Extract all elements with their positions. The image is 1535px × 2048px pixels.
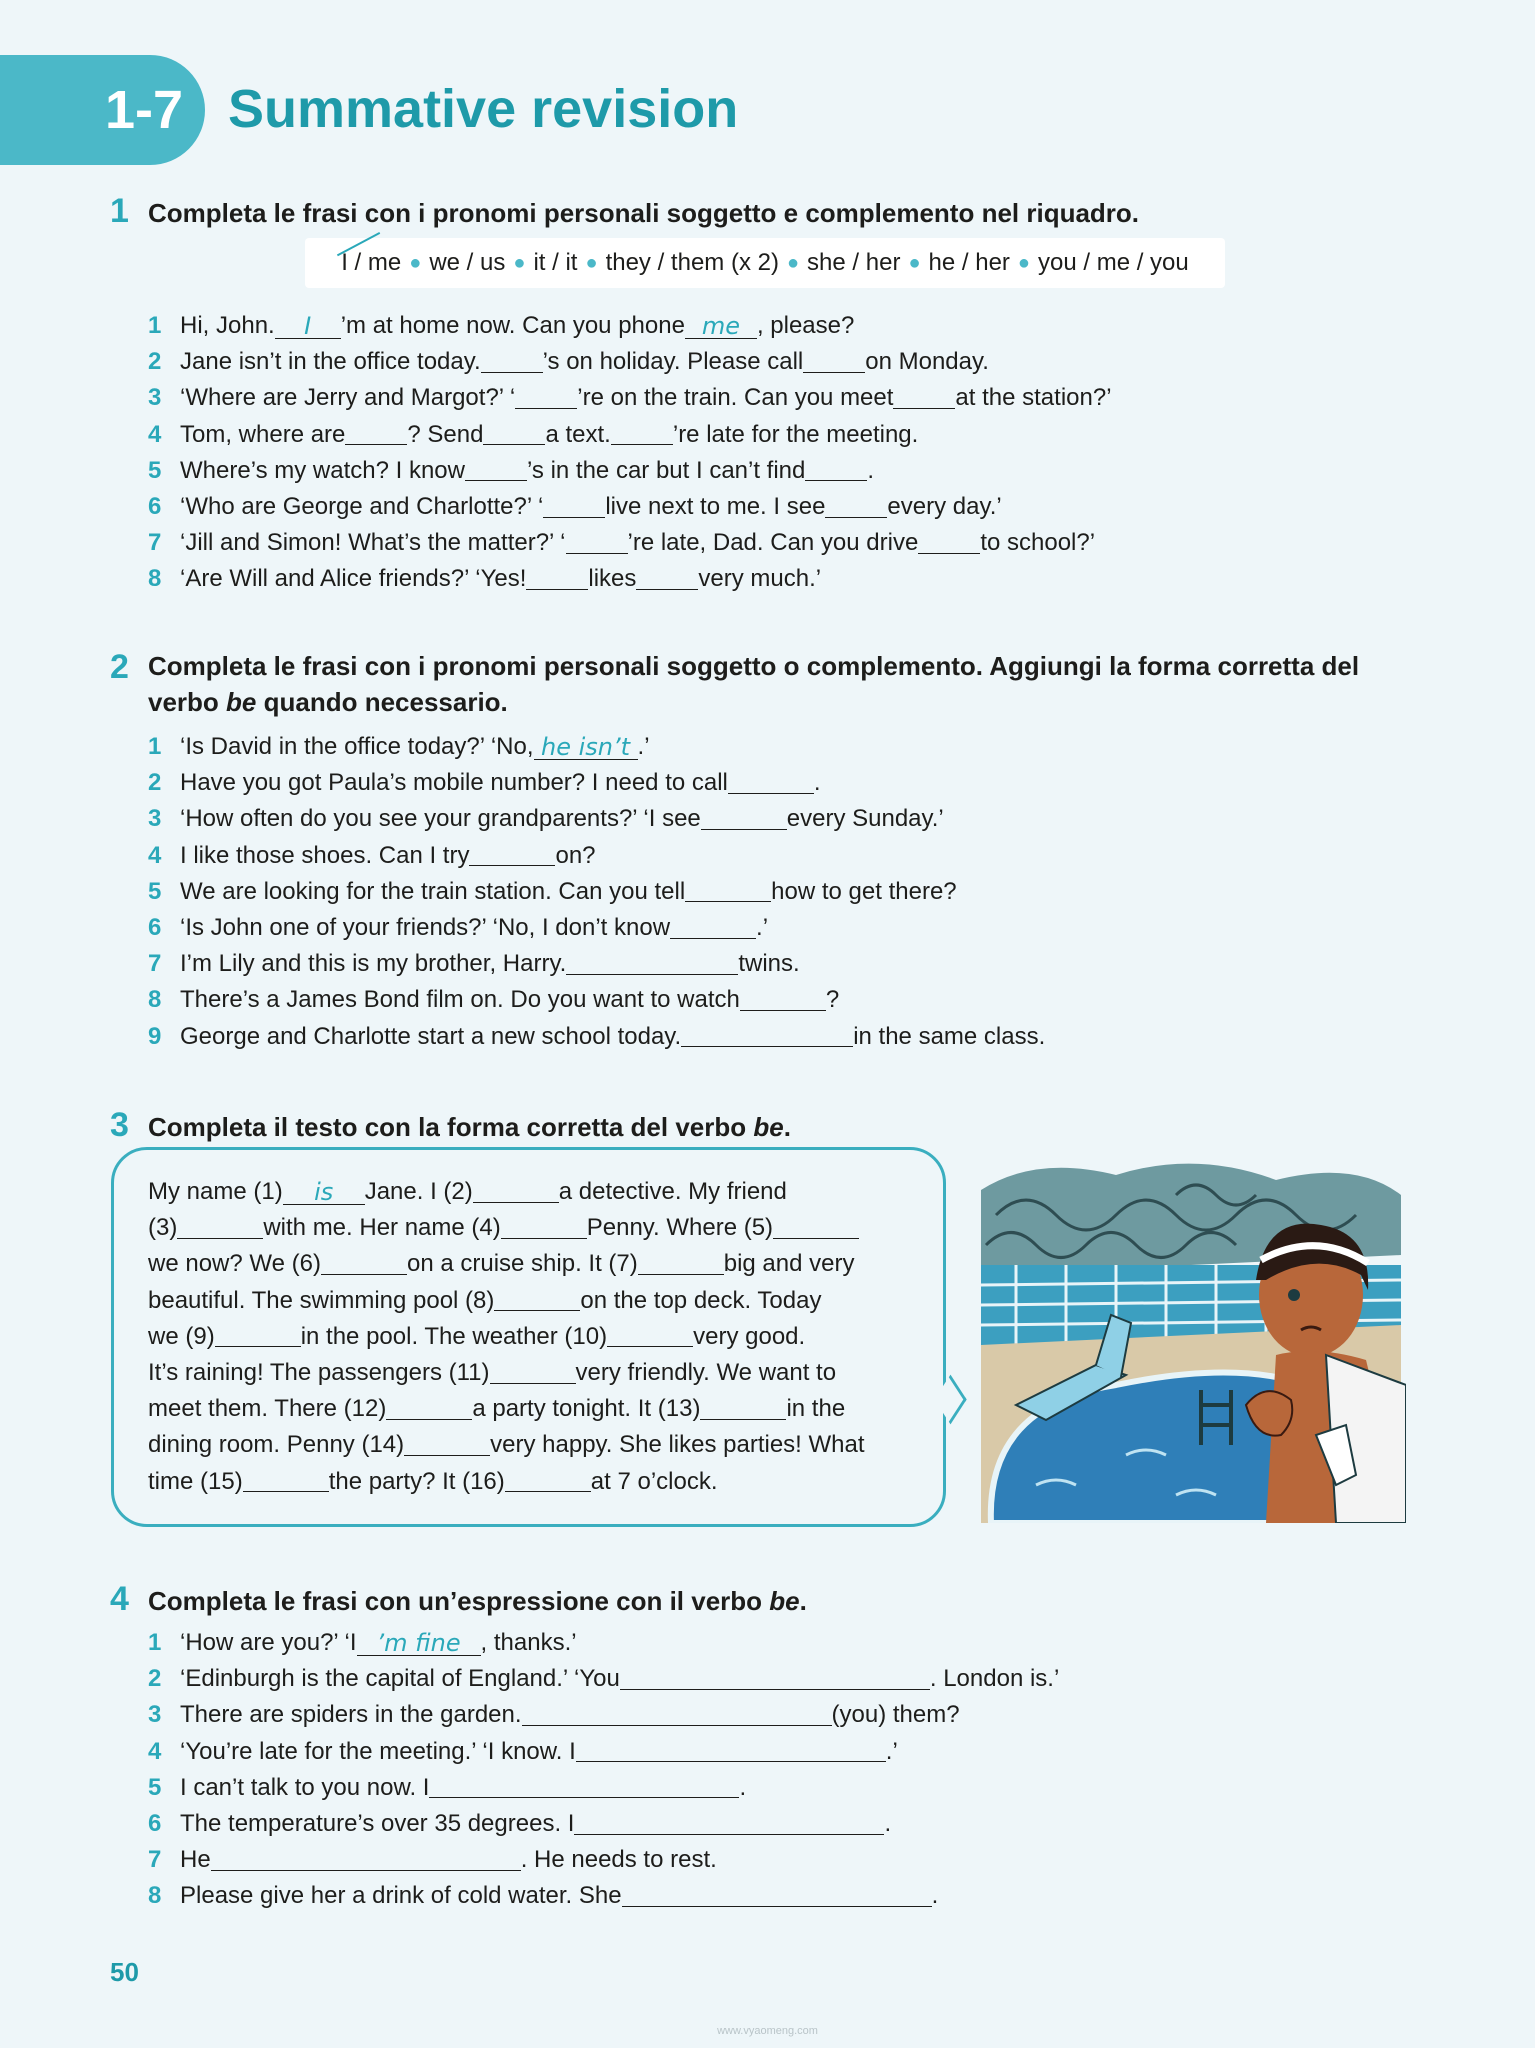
answer-blank[interactable]	[211, 1850, 521, 1871]
text-segment: live next to me. I see	[605, 493, 826, 521]
exercise-instruction	[148, 1583, 807, 1619]
story-line	[148, 1283, 928, 1319]
text-segment: . London is.’	[929, 1665, 1060, 1693]
list-item	[148, 1878, 1059, 1914]
text-segment: in the	[786, 1395, 846, 1423]
text-segment: how to get there?	[771, 877, 957, 905]
text-segment: beautiful. The swimming pool (8)	[148, 1286, 495, 1314]
list-item	[148, 1625, 1059, 1661]
text-segment: ’re on the train. Can you meet	[577, 384, 894, 412]
exercise-instruction	[148, 1109, 791, 1145]
exercise-3-heading	[110, 1106, 791, 1145]
answer-blank[interactable]	[481, 352, 543, 373]
item-number: 5	[148, 456, 162, 484]
answer-blank[interactable]	[321, 1254, 407, 1275]
text-segment: meet them. There (12)	[148, 1395, 387, 1423]
story-line	[148, 1464, 928, 1500]
text-segment: the party? It (16)	[328, 1467, 505, 1495]
list-item	[148, 765, 1045, 801]
exercise-number: 1	[110, 192, 129, 230]
answer-blank[interactable]	[404, 1435, 490, 1456]
instruction-italic: be	[753, 1112, 784, 1142]
exercise-instruction	[148, 648, 1359, 720]
text-segment: Where’s my watch? I know	[180, 456, 465, 484]
answer-blank[interactable]	[636, 569, 698, 590]
answer-blank[interactable]	[638, 1254, 724, 1275]
list-item	[148, 1806, 1059, 1842]
text-segment: .	[739, 1773, 747, 1801]
story-line	[148, 1319, 928, 1355]
text-segment: at the station?’	[955, 384, 1112, 412]
text-segment: likes	[588, 565, 637, 593]
list-item	[148, 1661, 1059, 1697]
text-segment: a text.	[545, 420, 611, 448]
instruction-part: .	[799, 1586, 807, 1616]
item-number: 3	[148, 805, 162, 833]
text-segment: with me. Her name (4)	[263, 1214, 501, 1242]
answer-blank[interactable]	[386, 1399, 472, 1420]
text-segment: we (9)	[148, 1322, 215, 1350]
text-segment: dining room. Penny (14)	[148, 1431, 405, 1459]
answer-blank[interactable]	[576, 1741, 886, 1762]
answer-blank[interactable]	[566, 533, 628, 554]
instruction-part: Completa le frasi con un’espressione con il verbo	[148, 1586, 770, 1616]
answer-blank[interactable]	[701, 809, 787, 830]
story-line	[148, 1391, 928, 1427]
text-segment: at 7 o’clock.	[590, 1467, 718, 1495]
text-segment: The temperature’s over 35 degrees. I	[180, 1810, 575, 1838]
example-answer: ’m fine	[357, 1631, 481, 1656]
strikethrough-mark	[337, 232, 393, 281]
answer-blank[interactable]	[177, 1218, 263, 1239]
text-segment: a party tonight. It (13)	[472, 1395, 701, 1423]
item-number: 3	[148, 1701, 162, 1729]
unit-tab	[0, 55, 205, 165]
exercise-1-heading	[110, 192, 1139, 231]
text-segment: (you) them?	[831, 1701, 960, 1729]
list-item	[148, 417, 1112, 453]
item-number: 8	[148, 1882, 162, 1910]
story-line	[148, 1174, 928, 1210]
item-number: 5	[148, 1773, 162, 1801]
bullet-dot: ●	[908, 251, 921, 274]
item-number: 4	[148, 841, 162, 869]
item-number: 5	[148, 877, 162, 905]
list-item	[148, 489, 1112, 525]
text-segment: Penny. Where (5)	[586, 1214, 774, 1242]
text-segment: I can’t talk to you now. I	[180, 1773, 430, 1801]
example-answer: is	[283, 1180, 365, 1205]
answer-blank[interactable]	[652, 954, 738, 975]
text-segment: , thanks.’	[480, 1629, 577, 1657]
text-segment: .’	[637, 733, 650, 761]
answer-blank[interactable]	[243, 1471, 329, 1492]
answer-blank[interactable]	[465, 460, 527, 481]
list-item	[148, 344, 1112, 380]
bullet-dot: ●	[1017, 251, 1031, 274]
list-item	[148, 1770, 1059, 1806]
answer-blank[interactable]	[469, 845, 555, 866]
text-segment: Tom, where are	[180, 420, 346, 448]
text-segment: ’re late, Dad. Can you drive	[627, 529, 919, 557]
answer-blank[interactable]	[429, 1777, 739, 1798]
item-number: 2	[148, 1665, 162, 1693]
item-number: 6	[148, 1810, 162, 1838]
text-segment: a detective. My friend	[558, 1178, 787, 1205]
list-item	[148, 801, 1045, 837]
item-number: 7	[148, 1846, 162, 1874]
instruction-italic: be	[226, 687, 257, 717]
answer-blank[interactable]	[700, 1399, 786, 1420]
text-segment: to school?’	[980, 529, 1096, 557]
list-item	[148, 729, 1045, 765]
list-item	[148, 982, 1045, 1018]
answer-blank[interactable]	[767, 1026, 853, 1047]
list-item	[148, 525, 1112, 561]
text-segment: very much.’	[698, 565, 822, 593]
text-segment: Jane isn’t in the office today.	[180, 348, 481, 376]
item-number: 7	[148, 950, 162, 978]
item-number: 1	[148, 312, 162, 340]
item-number: 8	[148, 986, 162, 1014]
text-segment: He	[180, 1846, 211, 1874]
answer-blank[interactable]	[574, 1814, 884, 1835]
instruction-line: Completa le frasi con i pronomi personali soggetto o complemento. Aggiungi la forma corretta del	[148, 651, 1360, 681]
text-segment: There’s a James Bond film on. Do you want to watch	[180, 986, 740, 1014]
text-segment: .	[813, 769, 821, 797]
answer-blank[interactable]	[611, 424, 673, 445]
text-segment: in the pool. The weather (10)	[300, 1322, 608, 1350]
answer-blank[interactable]	[607, 1326, 693, 1347]
text-segment: ’s in the car but I can’t find	[527, 456, 806, 484]
bullet-dot: ●	[513, 251, 526, 274]
story-line	[148, 1355, 928, 1391]
text-segment: on a cruise ship. It (7)	[406, 1250, 638, 1278]
answer-blank[interactable]	[728, 773, 814, 794]
list-item	[148, 380, 1112, 416]
item-number: 7	[148, 529, 162, 557]
text-segment: Hi, John.	[180, 312, 275, 340]
item-number: 3	[148, 384, 162, 412]
exercise-4-heading	[110, 1580, 807, 1619]
text-segment: .	[931, 1882, 939, 1910]
word-box-item: we / us	[429, 249, 506, 276]
word-box-item: he / her	[928, 249, 1010, 276]
text-segment: ‘Are Will and Alice friends?’ ‘Yes!	[180, 565, 527, 593]
text-segment: . He needs to rest.	[520, 1846, 717, 1874]
text-segment: , please?	[756, 312, 855, 340]
instruction-part: verbo	[148, 687, 227, 717]
text-segment: .	[884, 1810, 892, 1838]
answer-blank[interactable]	[501, 1218, 587, 1239]
list-item	[148, 453, 1112, 489]
text-segment: every Sunday.’	[786, 805, 944, 833]
text-segment: Have you got Paula’s mobile number? I need to call	[180, 769, 728, 797]
list-item	[148, 1842, 1059, 1878]
answer-blank[interactable]	[740, 990, 826, 1011]
answer-blank[interactable]	[620, 1669, 930, 1690]
list-item	[148, 874, 1045, 910]
text-segment: ‘You’re late for the meeting.’ ‘I know. I	[180, 1737, 576, 1765]
answer-blank[interactable]	[515, 388, 577, 409]
text-segment: on?	[555, 841, 596, 869]
instruction-part: quando necessario.	[256, 687, 508, 717]
answer-blank[interactable]	[681, 1026, 767, 1047]
example-answer: me	[685, 314, 757, 339]
bullet-dot: ●	[585, 251, 598, 274]
text-segment: every day.’	[887, 493, 1002, 521]
item-number: 6	[148, 493, 162, 521]
exercise-number: 2	[110, 648, 129, 686]
text-segment: Jane. I (2)	[364, 1178, 473, 1205]
instruction-part: Completa il testo con la forma corretta del verbo	[148, 1112, 754, 1142]
list-item	[148, 1697, 1059, 1733]
text-segment: ‘Is John one of your friends?’ ‘No, I don’t know	[180, 914, 671, 942]
text-segment: twins.	[738, 950, 800, 978]
unit-label: 1-7	[104, 80, 183, 140]
text-segment: (3)	[148, 1214, 178, 1242]
text-segment: ‘Is David in the office today?’ ‘No,	[180, 733, 534, 761]
text-segment: There are spiders in the garden.	[180, 1701, 522, 1729]
answer-blank[interactable]	[566, 954, 652, 975]
text-segment: Please give her a drink of cold water. She	[180, 1882, 622, 1910]
bullet-dot: ●	[786, 251, 800, 274]
text-segment: big and very	[723, 1250, 855, 1278]
exercise-instruction: Completa le frasi con i pronomi personali soggetto e complemento nel riquadro.	[148, 198, 1140, 228]
list-item	[148, 946, 1045, 982]
story-line	[148, 1427, 928, 1463]
list-item	[148, 561, 1112, 597]
story-line	[148, 1210, 928, 1246]
text-segment: very good.	[693, 1322, 806, 1350]
text-segment: in the same class.	[853, 1022, 1046, 1050]
text-segment: ‘Where are Jerry and Margot?’ ‘	[180, 384, 516, 412]
exercise-number: 3	[110, 1106, 129, 1144]
word-box-item: it / it	[533, 249, 578, 276]
text-segment: George and Charlotte start a new school today.	[180, 1022, 682, 1050]
text-segment: ‘Jill and Simon! What’s the matter?’ ‘	[180, 529, 566, 557]
detective-pool-illustration	[976, 1155, 1406, 1523]
text-segment: very friendly. We want to	[575, 1358, 837, 1386]
answer-blank[interactable]	[803, 352, 865, 373]
list-item	[148, 1019, 1045, 1055]
text-segment: ?	[825, 986, 840, 1014]
text-segment: I like those shoes. Can I try	[180, 841, 470, 869]
item-number: 4	[148, 420, 162, 448]
answer-blank[interactable]	[543, 497, 605, 518]
bullet-dot: ●	[409, 251, 422, 274]
item-number: 9	[148, 1022, 162, 1050]
answer-blank[interactable]	[918, 533, 980, 554]
answer-blank[interactable]	[494, 1290, 580, 1311]
text-segment: ‘How often do you see your grandparents?’ ‘I see	[180, 805, 701, 833]
exercise-1-list	[148, 308, 1112, 598]
text-segment: .	[867, 456, 875, 484]
answer-blank[interactable]	[526, 569, 588, 590]
word-box	[305, 238, 1225, 288]
answer-blank[interactable]	[505, 1471, 591, 1492]
exercise-2-heading	[110, 648, 1359, 720]
answer-blank[interactable]	[685, 881, 771, 902]
page-title: Summative revision	[228, 79, 739, 139]
text-segment: ? Send	[407, 420, 484, 448]
list-item	[148, 308, 1112, 344]
text-segment: .’	[885, 1737, 898, 1765]
answer-blank[interactable]	[893, 388, 955, 409]
item-number: 4	[148, 1737, 162, 1765]
word-box-item: she / her	[807, 249, 901, 276]
list-item	[148, 910, 1045, 946]
text-segment: on Monday.	[865, 348, 989, 376]
item-number: 8	[148, 565, 162, 593]
word-box-item: they / them (x 2)	[605, 249, 779, 276]
item-number: 6	[148, 914, 162, 942]
text-segment: very happy. She likes parties! What	[490, 1431, 865, 1459]
item-number: 1	[148, 733, 162, 761]
list-item	[148, 838, 1045, 874]
answer-blank[interactable]	[670, 918, 756, 939]
text-segment: we now? We (6)	[148, 1250, 321, 1278]
text-segment: My name (1)	[148, 1178, 283, 1205]
answer-blank[interactable]	[522, 1705, 832, 1726]
text-segment: It’s raining! The passengers (11)	[148, 1358, 490, 1386]
word-box-item: you / me / you	[1038, 249, 1189, 276]
answer-blank[interactable]	[483, 424, 545, 445]
exercise-number: 4	[110, 1580, 129, 1618]
text-segment: ‘Who are George and Charlotte?’ ‘	[180, 493, 544, 521]
list-item	[148, 1734, 1059, 1770]
exercise-4-list	[148, 1625, 1059, 1915]
text-segment: We are looking for the train station. Can you tell	[180, 877, 686, 905]
answer-blank[interactable]	[215, 1326, 301, 1347]
answer-blank[interactable]	[473, 1182, 559, 1203]
answer-blank[interactable]	[490, 1363, 576, 1384]
text-segment: on the top deck. Today	[580, 1286, 822, 1314]
answer-blank[interactable]	[805, 460, 867, 481]
story-line	[148, 1246, 928, 1282]
answer-blank[interactable]	[345, 424, 407, 445]
answer-blank[interactable]	[825, 497, 887, 518]
example-answer: I	[275, 314, 341, 339]
answer-blank[interactable]	[773, 1218, 859, 1239]
instruction-part: .	[783, 1112, 791, 1142]
text-segment: ’s on holiday. Please call	[542, 348, 804, 376]
item-number: 2	[148, 348, 162, 376]
answer-blank[interactable]	[622, 1886, 932, 1907]
page-number: 50	[110, 1957, 139, 1987]
exercise-2-list	[148, 729, 1045, 1055]
text-segment: time (15)	[148, 1467, 243, 1495]
text-segment: ’m at home now. Can you phone	[340, 312, 685, 340]
item-number: 1	[148, 1629, 162, 1657]
story-text	[148, 1174, 928, 1500]
text-segment: .’	[756, 914, 769, 942]
text-segment: ‘Edinburgh is the capital of England.’ ‘You	[180, 1665, 620, 1693]
footer-watermark: www.vyaomeng.com	[717, 2025, 818, 2037]
example-answer: he isn’t	[534, 735, 638, 760]
text-segment: I’m Lily and this is my brother, Harry.	[180, 950, 567, 978]
instruction-italic: be	[769, 1586, 800, 1616]
text-segment: ’re late for the meeting.	[672, 420, 919, 448]
word-box-item: I / me	[341, 249, 401, 277]
text-segment: ‘How are you?’ ‘I	[180, 1629, 357, 1657]
item-number: 2	[148, 769, 162, 797]
